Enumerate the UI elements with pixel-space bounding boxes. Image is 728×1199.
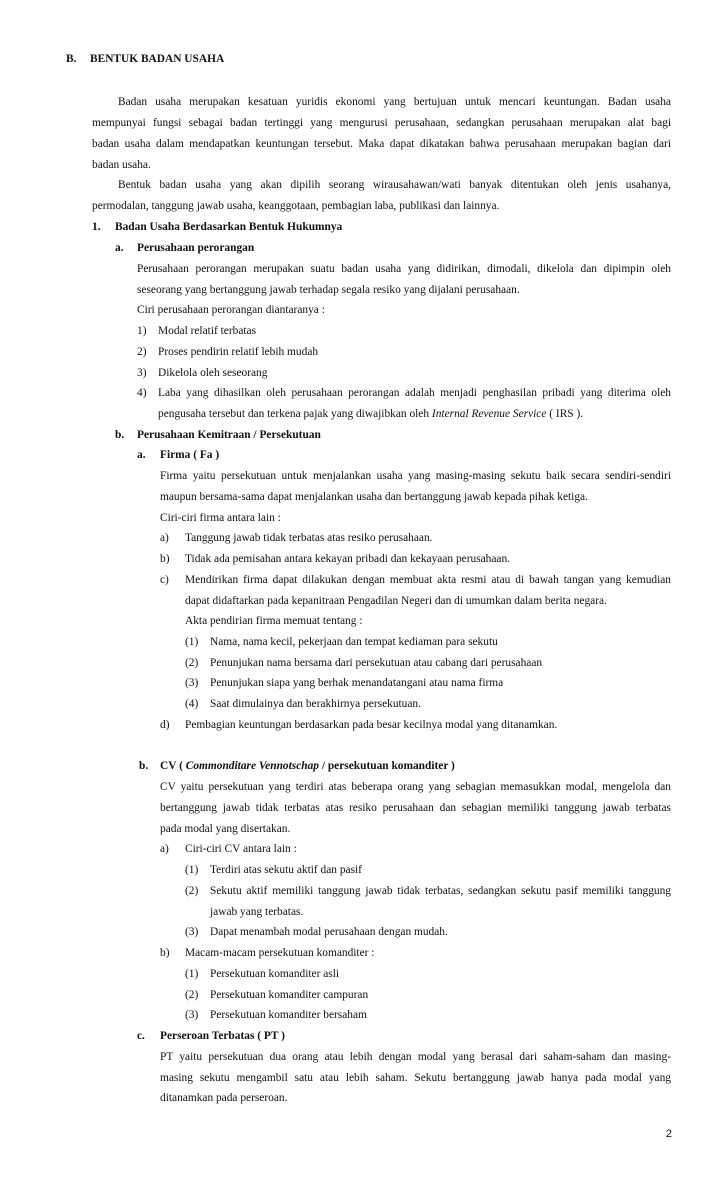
list-number: (3) bbox=[185, 677, 199, 689]
list-item: Proses pendirin relatif lebih mudah bbox=[158, 346, 319, 358]
list-item: Modal relatif terbatas bbox=[158, 325, 257, 337]
cv-title bbox=[160, 759, 455, 773]
list-number: (3) bbox=[185, 1009, 199, 1021]
heading-1-title: Badan Usaha Berdasarkan Bentuk Hukumnya bbox=[115, 221, 343, 233]
list-number: d) bbox=[160, 719, 170, 731]
list-number: (1) bbox=[185, 636, 199, 648]
list-item: Mendirikan firma dapat dilakukan dengan membuat akta resmi atau di bawah tangan yang kemudian bbox=[185, 574, 671, 586]
text-span: ( IRS ). bbox=[546, 408, 584, 420]
list-item: Laba yang dihasilkan oleh perusahaan perorangan adalah menjadi penghasilan pribadi yang diterima oleh bbox=[158, 387, 671, 399]
list-item: Persekutuan komanditer bersaham bbox=[210, 1009, 367, 1021]
list-number: a) bbox=[160, 532, 169, 544]
list-item: Persekutuan komanditer campuran bbox=[210, 989, 369, 1001]
list-item: Nama, nama kecil, pekerjaan dan tempat kediaman para sekutu bbox=[210, 636, 498, 648]
subsection-b-title: Perusahaan Kemitraan / Persekutuan bbox=[137, 429, 321, 441]
list-item-continuation: jawab yang terbatas. bbox=[210, 906, 304, 918]
list-item: Saat dimulainya dan berakhirnya persekutuan. bbox=[210, 698, 421, 710]
list-number: 2) bbox=[137, 346, 147, 358]
cv-number: b. bbox=[139, 760, 149, 772]
list-item: Terdiri atas sekutu aktif dan pasif bbox=[210, 864, 362, 876]
list-item: Sekutu aktif memiliki tanggung jawab tidak terbatas, sedangkan sekutu pasif memiliki tanggung bbox=[210, 885, 671, 897]
list-number: a) bbox=[160, 843, 169, 855]
list-item: Macam-macam persekutuan komanditer : bbox=[185, 947, 375, 959]
list-number: (3) bbox=[185, 926, 199, 938]
intro-p1-line: Badan usaha merupakan kesatuan yuridis ekonomi yang bertujuan untuk mencari keuntungan. Badan usaha bbox=[118, 96, 671, 108]
perorangan-desc-line: seseorang yang bertanggung jawab terhadap segala resiko yang dijalani perusahaan. bbox=[137, 284, 520, 296]
intro-p2-line: permodalan, tanggung jawab usaha, keanggotaan, pembagian laba, publikasi dan lainnya. bbox=[92, 200, 500, 212]
pt-desc-line: ditanamkan pada perseroan. bbox=[160, 1092, 288, 1104]
pt-desc-line: masing sekutu mengambil satu atau lebih saham. Sekutu bertanggung jawab hanya pada modal yang bbox=[160, 1072, 671, 1084]
list-item-continuation bbox=[158, 407, 583, 421]
text-span: pengusaha tersebut dan terkena pajak yang diwajibkan oleh bbox=[158, 408, 432, 420]
pt-number: c. bbox=[137, 1030, 145, 1042]
list-item: Tanggung jawab tidak terbatas atas resiko perusahaan. bbox=[185, 532, 433, 544]
list-number: 4) bbox=[137, 387, 147, 399]
list-item-continuation: dapat didaftarkan pada kepanitraan Pengadilan Negeri dan di umumkan dalam berita negara. bbox=[185, 595, 607, 607]
intro-p1-line: badan usaha dalam mendapatkan keuntungan tersebut. Maka dapat dikatakan bahwa perusahaan merupakan bagian dari bbox=[92, 138, 671, 150]
subsection-a-number: a. bbox=[115, 242, 124, 254]
cv-desc-line: CV yaitu persekutuan yang terdiri atas beberapa orang yang sebagian memasukkan modal, mengelola dan bbox=[160, 781, 671, 793]
subsection-a-title: Perusahaan perorangan bbox=[137, 242, 255, 254]
perorangan-desc-line: Perusahaan perorangan merupakan suatu badan usaha yang didirikan, dimodali, dikelola dan dipimpin oleh bbox=[137, 263, 671, 275]
subsection-b-number: b. bbox=[115, 429, 125, 441]
section-number: B. bbox=[66, 53, 77, 65]
list-item: Dikelola oleh seseorang bbox=[158, 367, 268, 379]
list-number: (2) bbox=[185, 657, 199, 669]
list-item: Ciri-ciri CV antara lain : bbox=[185, 843, 297, 855]
list-item: Penunjukan siapa yang berhak menandatangani atau nama firma bbox=[210, 677, 504, 689]
list-item: Tidak ada pemisahan antara kekayan pribadi dan kekayaan perusahaan. bbox=[185, 553, 511, 565]
list-number: b) bbox=[160, 947, 170, 959]
section-title: BENTUK BADAN USAHA bbox=[90, 53, 225, 65]
list-number: (1) bbox=[185, 864, 199, 876]
list-item: Pembagian keuntungan berdasarkan pada besar kecilnya modal yang ditanamkan. bbox=[185, 719, 558, 731]
list-number: (2) bbox=[185, 885, 199, 897]
list-number: c) bbox=[160, 574, 169, 586]
firma-desc-line: maupun bersama-sama dapat menjalankan usaha dan bertanggung jawab kepada pihak ketiga. bbox=[160, 491, 588, 503]
firma-number: a. bbox=[137, 449, 146, 461]
italic-term: Commonditare Vennotschap bbox=[185, 760, 319, 772]
italic-term: Internal Revenue Service bbox=[431, 408, 547, 420]
list-item: Penunjukan nama bersama dari persekutuan atau cabang dari perusahaan bbox=[210, 657, 543, 669]
akta-intro: Akta pendirian firma memuat tentang : bbox=[185, 615, 363, 627]
pt-desc-line: PT yaitu persekutuan dua orang atau lebih dengan modal yang berasal dari saham-saham dan masing- bbox=[160, 1051, 671, 1063]
cv-desc-line: pada modal yang disertakan. bbox=[160, 823, 291, 835]
text-span: CV ( bbox=[160, 760, 186, 772]
cv-desc-line: bertanggung jawab tidak terbatas atas resiko perusahaan dan sebagian memiliki tanggung jawab terbatas bbox=[160, 802, 671, 814]
intro-p2-line: Bentuk badan usaha yang akan dipilih seorang wirausahawan/wati banyak ditentukan oleh jenis usahanya, bbox=[118, 179, 671, 191]
list-number: (4) bbox=[185, 698, 199, 710]
perorangan-ciri-intro: Ciri perusahaan perorangan diantaranya : bbox=[137, 304, 325, 316]
list-number: (1) bbox=[185, 968, 199, 980]
list-number: (2) bbox=[185, 989, 199, 1001]
list-number: b) bbox=[160, 553, 170, 565]
pt-title: Perseroan Terbatas ( PT ) bbox=[160, 1030, 285, 1042]
firma-ciri-intro: Ciri-ciri firma antara lain : bbox=[160, 512, 281, 524]
list-number: 3) bbox=[137, 367, 147, 379]
list-item: Persekutuan komanditer asli bbox=[210, 968, 340, 980]
intro-p1-line: badan usaha. bbox=[92, 159, 151, 171]
text-span: / persekutuan komanditer ) bbox=[318, 760, 455, 772]
page-number: 2 bbox=[665, 1128, 672, 1140]
list-number: 1) bbox=[137, 325, 147, 337]
firma-title: Firma ( Fa ) bbox=[160, 449, 220, 461]
intro-p1-line: mempunyai fungsi sebagai badan tertinggi yang mengurusi perusahaan, sedangkan perusahaan merupakan alat bagi bbox=[92, 117, 671, 129]
list-item: Dapat menambah modal perusahaan dengan mudah. bbox=[210, 926, 448, 938]
heading-1-number: 1. bbox=[92, 221, 101, 233]
firma-desc-line: Firma yaitu persekutuan untuk menjalankan usaha yang masing-masing sekutu baik secara sendiri-sendiri bbox=[160, 470, 671, 482]
